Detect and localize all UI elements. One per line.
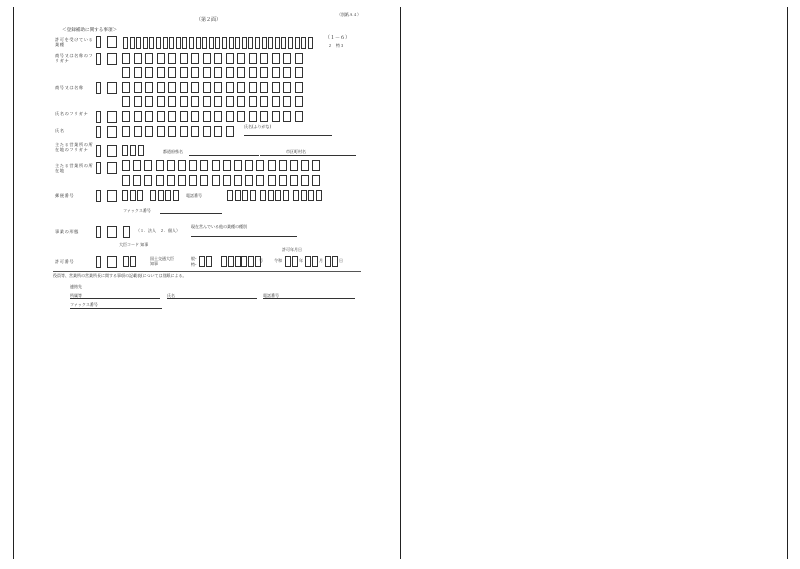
trade-kana-box[interactable] — [180, 67, 188, 78]
trade-name-box[interactable] — [122, 82, 130, 93]
phone-box[interactable] — [316, 190, 322, 201]
permit-type-box[interactable] — [268, 37, 273, 49]
month-box[interactable] — [305, 256, 311, 267]
code-box[interactable] — [107, 126, 117, 138]
trade-kana-box[interactable] — [237, 53, 245, 64]
office-addr-box[interactable] — [122, 160, 130, 171]
business-note-line[interactable] — [191, 236, 297, 237]
office-addr-box[interactable] — [256, 160, 264, 171]
trade-name-box[interactable] — [203, 96, 211, 107]
permit-type-box[interactable] — [149, 37, 154, 49]
trade-kana-box[interactable] — [260, 53, 268, 64]
rep-kana-box[interactable] — [283, 111, 291, 122]
office-kana-label: 主たる営業所の所在地のフリガナ — [55, 142, 94, 152]
office-addr-box[interactable] — [189, 160, 197, 171]
office-addr-box[interactable] — [312, 160, 320, 171]
flag-box[interactable] — [96, 53, 101, 65]
rep-name-box[interactable] — [145, 126, 153, 137]
code-box[interactable] — [107, 82, 117, 94]
office-addr-box[interactable] — [167, 175, 175, 186]
day-label: 日 — [339, 258, 343, 263]
office-addr-box[interactable] — [312, 175, 320, 186]
rep-name-box[interactable] — [191, 126, 199, 137]
phone-box[interactable] — [268, 190, 274, 201]
trade-kana-box[interactable] — [122, 67, 130, 78]
trade-name-label: 商号又は名称 — [55, 85, 84, 90]
trade-name-box[interactable] — [168, 82, 176, 93]
permit-type-box[interactable] — [215, 37, 220, 49]
office-addr-box[interactable] — [144, 175, 152, 186]
trade-kana-box[interactable] — [260, 67, 268, 78]
trade-name-box[interactable] — [283, 82, 291, 93]
office-addr-box[interactable] — [200, 160, 208, 171]
office-city-label: 市区町村名 — [286, 149, 306, 154]
contact-fax-label: ファックス番号 — [70, 302, 98, 307]
code-box[interactable] — [107, 36, 117, 48]
permit-type-box[interactable] — [235, 37, 240, 49]
trade-name-box[interactable] — [283, 96, 291, 107]
rep-kana-box[interactable] — [226, 111, 234, 122]
office-addr-box[interactable] — [268, 160, 276, 171]
office-addr-box[interactable] — [223, 175, 231, 186]
office-pref-label: 都道府県名 — [163, 149, 183, 154]
office-addr-box[interactable] — [301, 175, 309, 186]
office-addr-box[interactable] — [156, 160, 164, 171]
trade-name-box[interactable] — [249, 82, 257, 93]
office-addr-box[interactable] — [245, 175, 253, 186]
trade-name-box[interactable] — [272, 96, 280, 107]
permit-type-box[interactable] — [222, 37, 227, 49]
code-box[interactable] — [107, 162, 117, 174]
flag-box[interactable] — [96, 256, 101, 268]
rep-kana-box[interactable] — [295, 111, 303, 122]
business-type-label: 事業の形態 — [55, 229, 79, 234]
trade-kana-box[interactable] — [157, 53, 165, 64]
trade-kana-label: 商号又は名称のフリガナ — [55, 53, 94, 63]
permit-date-label: 許可年月日 — [282, 247, 302, 252]
admin-code-box[interactable] — [123, 256, 129, 267]
rep-name-label: 氏名 — [55, 128, 65, 133]
office-addr-box[interactable] — [212, 160, 220, 171]
phone-label: 電話番号 — [186, 193, 202, 198]
phone-box[interactable] — [293, 190, 299, 201]
office-addr-box[interactable] — [268, 175, 276, 186]
office-addr-box[interactable] — [122, 175, 130, 186]
permit-label: 許可を受けている業種 — [55, 37, 94, 47]
trade-kana-box[interactable] — [134, 67, 142, 78]
flag-box[interactable] — [96, 126, 101, 138]
trade-name-box[interactable] — [226, 82, 234, 93]
rep-kana-box[interactable] — [203, 111, 211, 122]
permit-type-box[interactable] — [182, 37, 187, 49]
permit-type-box[interactable] — [169, 37, 174, 49]
flag-box[interactable] — [96, 145, 101, 157]
permit-type-box[interactable] — [295, 37, 300, 49]
trade-kana-box[interactable] — [214, 67, 222, 78]
rep-kana-box[interactable] — [134, 111, 142, 122]
permit-type-box[interactable] — [301, 37, 306, 49]
permit-kind-box[interactable] — [199, 256, 205, 267]
zip-box[interactable] — [158, 190, 164, 201]
trade-kana-box[interactable] — [272, 53, 280, 64]
office-addr-box[interactable] — [200, 175, 208, 186]
office-addr-box[interactable] — [290, 160, 298, 171]
trade-kana-box[interactable] — [283, 67, 291, 78]
trade-kana-box[interactable] — [191, 53, 199, 64]
rep-kana-box[interactable] — [180, 111, 188, 122]
rep-kana-box[interactable] — [260, 111, 268, 122]
phone-box[interactable] — [308, 190, 314, 201]
flag-box[interactable] — [96, 190, 101, 202]
trade-name-box[interactable] — [203, 82, 211, 93]
permit-type-box[interactable] — [275, 37, 280, 49]
trade-kana-box[interactable] — [157, 67, 165, 78]
rep-kana-box[interactable] — [122, 111, 130, 122]
office-addr-box[interactable] — [144, 160, 152, 171]
trade-kana-box[interactable] — [122, 53, 130, 64]
permit-type-box[interactable] — [156, 37, 161, 49]
rep-name-box[interactable] — [157, 126, 165, 137]
permit-sub: ２ 特３ — [328, 43, 344, 48]
rep-kana-box[interactable] — [157, 111, 165, 122]
zip-box[interactable] — [122, 190, 128, 201]
permit-type-box[interactable] — [136, 37, 141, 49]
rep-kana-box[interactable] — [272, 111, 280, 122]
office-addr-box[interactable] — [167, 160, 175, 171]
office-addr-box[interactable] — [223, 160, 231, 171]
permit-type-box[interactable] — [308, 37, 313, 49]
trade-name-box[interactable] — [272, 82, 280, 93]
permit-no-box[interactable] — [221, 256, 227, 267]
office-addr-box[interactable] — [133, 160, 141, 171]
trade-kana-box[interactable] — [203, 53, 211, 64]
phone-box[interactable] — [260, 190, 266, 201]
note-line: 役員等、営業所の営業所長に関する事項の記載表(については別紙による。 — [53, 273, 187, 278]
trade-name-box[interactable] — [260, 96, 268, 107]
permit-type-box[interactable] — [123, 37, 128, 49]
trade-kana-box[interactable] — [145, 53, 153, 64]
contact-name-label: 氏名 — [167, 293, 175, 298]
trade-kana-box[interactable] — [249, 53, 257, 64]
trade-kana-box[interactable] — [168, 53, 176, 64]
office-addr-label: 主たる営業所の所在地 — [55, 163, 94, 173]
trade-kana-box[interactable] — [295, 53, 303, 64]
code-box[interactable] — [107, 226, 117, 238]
trade-name-box[interactable] — [249, 96, 257, 107]
permit-type-box[interactable] — [248, 37, 253, 49]
zip-label: 郵便番号 — [55, 193, 75, 198]
rep-name-box[interactable] — [134, 126, 142, 137]
trade-name-box[interactable] — [157, 82, 165, 93]
zip-box[interactable] — [130, 190, 136, 201]
zip-box[interactable] — [150, 190, 156, 201]
page-label: （第２面） — [196, 17, 222, 23]
trade-name-box[interactable] — [191, 96, 199, 107]
permit-kind-box[interactable] — [206, 256, 212, 267]
rep-name-line[interactable] — [244, 135, 332, 136]
permit-type-box[interactable] — [202, 37, 207, 49]
rep-name-box[interactable] — [226, 126, 234, 137]
era-label: 令和 — [274, 258, 282, 263]
code-box[interactable] — [107, 145, 117, 157]
rep-kana-box[interactable] — [249, 111, 257, 122]
office-addr-box[interactable] — [256, 175, 264, 186]
permit-type-box[interactable] — [255, 37, 260, 49]
phone-box[interactable] — [275, 190, 281, 201]
code-box[interactable] — [107, 190, 117, 202]
trade-name-box[interactable] — [260, 82, 268, 93]
code-box[interactable] — [107, 53, 117, 65]
trade-name-box[interactable] — [122, 96, 130, 107]
trade-name-box[interactable] — [295, 82, 303, 93]
permit-type-box[interactable] — [242, 37, 247, 49]
office-addr-box[interactable] — [133, 175, 141, 186]
contact-phone-label: 電話番号 — [263, 293, 279, 298]
business-note: 現在営んでいる他の業種の種別 — [191, 224, 247, 229]
office-addr-box[interactable] — [189, 175, 197, 186]
office-addr-box[interactable] — [234, 160, 242, 171]
phone-box[interactable] — [283, 190, 289, 201]
trade-name-box[interactable] — [295, 96, 303, 107]
admin-code-label: 大臣コード 知事 — [119, 242, 149, 247]
rep-name-box[interactable] — [168, 126, 176, 137]
office-addr-box[interactable] — [156, 175, 164, 186]
permit-type-box[interactable] — [209, 37, 214, 49]
flag-box[interactable] — [96, 162, 101, 174]
trade-kana-box[interactable] — [237, 67, 245, 78]
month-label: 月 — [319, 258, 323, 263]
month-box[interactable] — [312, 256, 318, 267]
trade-name-box[interactable] — [180, 82, 188, 93]
trade-kana-box[interactable] — [249, 67, 257, 78]
trade-kana-box[interactable] — [168, 67, 176, 78]
rep-name-box[interactable] — [122, 126, 130, 137]
year-box[interactable] — [292, 256, 298, 267]
rep-name-box[interactable] — [214, 126, 222, 137]
trade-name-box[interactable] — [157, 96, 165, 107]
permit-no-box[interactable] — [235, 256, 241, 267]
form-id: （別紙Ａ４） — [337, 12, 361, 17]
rep-kana-box[interactable] — [214, 111, 222, 122]
trade-kana-box[interactable] — [283, 53, 291, 64]
permit-no-label: 許可番号 — [55, 259, 75, 264]
permit-no-box[interactable] — [248, 256, 254, 267]
trade-name-box[interactable] — [226, 96, 234, 107]
contact-dept-line[interactable] — [70, 298, 160, 299]
rep-kana-label: 氏名のフリガナ — [55, 111, 89, 116]
flag-box[interactable] — [96, 82, 101, 94]
flag-box[interactable] — [96, 226, 101, 238]
zip-box[interactable] — [137, 190, 143, 201]
trade-name-box[interactable] — [134, 82, 142, 93]
trade-kana-box[interactable] — [191, 67, 199, 78]
phone-box[interactable] — [242, 190, 248, 201]
rep-kana-box[interactable] — [145, 111, 153, 122]
phone-box[interactable] — [301, 190, 307, 201]
zip-box[interactable] — [165, 190, 171, 201]
business-opt: （１．法人 ２．個人） — [136, 228, 180, 233]
phone-box[interactable] — [250, 190, 256, 201]
code-box[interactable] — [107, 256, 117, 268]
minister-label: 国土交通大臣 知事 — [150, 256, 174, 266]
permit-kind-a: 般- — [191, 256, 197, 261]
permit-no-box[interactable] — [228, 256, 234, 267]
office-addr-box[interactable] — [212, 175, 220, 186]
year-label: 年 — [299, 258, 303, 263]
trade-kana-box[interactable] — [145, 67, 153, 78]
day-box[interactable] — [332, 256, 338, 267]
rep-name-box[interactable] — [203, 126, 211, 137]
contact-dept-label: 所属等 — [70, 293, 82, 298]
contact-title: 連絡先 — [70, 284, 82, 289]
rep-kana-box[interactable] — [237, 111, 245, 122]
office-addr-box[interactable] — [279, 160, 287, 171]
trade-name-box[interactable] — [214, 82, 222, 93]
permit-no-suffix: 号 — [259, 258, 263, 263]
zip-box[interactable] — [173, 190, 179, 201]
permit-type-box[interactable] — [176, 37, 181, 49]
fax-line[interactable] — [160, 213, 222, 214]
contact-name-line[interactable] — [167, 298, 257, 299]
trade-kana-box[interactable] — [272, 67, 280, 78]
contact-fax-line[interactable] — [70, 308, 162, 309]
office-addr-box[interactable] — [301, 160, 309, 171]
rep-kana-box[interactable] — [168, 111, 176, 122]
trade-kana-box[interactable] — [180, 53, 188, 64]
office-pref-box[interactable] — [130, 145, 136, 156]
flag-box[interactable] — [96, 111, 101, 123]
permit-type-box[interactable] — [281, 37, 286, 49]
permit-type-box[interactable] — [288, 37, 293, 49]
permit-type-box[interactable] — [130, 37, 135, 49]
trade-kana-box[interactable] — [226, 53, 234, 64]
rep-name-box[interactable] — [180, 126, 188, 137]
trade-name-box[interactable] — [180, 96, 188, 107]
office-city-line[interactable] — [260, 155, 356, 156]
right-page — [400, 7, 788, 559]
permit-range: （１－６） — [325, 35, 351, 41]
trade-name-box[interactable] — [134, 96, 142, 107]
trade-kana-box[interactable] — [295, 67, 303, 78]
trade-name-box[interactable] — [145, 82, 153, 93]
trade-name-box[interactable] — [145, 96, 153, 107]
permit-type-box[interactable] — [196, 37, 201, 49]
code-box[interactable] — [107, 111, 117, 123]
trade-name-box[interactable] — [237, 96, 245, 107]
trade-name-box[interactable] — [191, 82, 199, 93]
office-addr-box[interactable] — [234, 175, 242, 186]
office-pref-line[interactable] — [189, 155, 259, 156]
divider — [53, 271, 361, 272]
office-addr-box[interactable] — [245, 160, 253, 171]
day-box[interactable] — [325, 256, 331, 267]
business-type-box[interactable] — [123, 226, 130, 238]
rep-kana-box[interactable] — [191, 111, 199, 122]
phone-box[interactable] — [227, 190, 233, 201]
office-addr-box[interactable] — [279, 175, 287, 186]
rep-hint: 氏名(ふりがな) — [244, 124, 272, 129]
office-addr-box[interactable] — [178, 160, 186, 171]
flag-box[interactable] — [96, 36, 101, 48]
fax-label: ファックス番号 — [123, 208, 151, 213]
permit-kind-b: 特- — [191, 262, 197, 267]
trade-kana-box[interactable] — [226, 67, 234, 78]
permit-type-box[interactable] — [229, 37, 234, 49]
trade-name-box[interactable] — [237, 82, 245, 93]
trade-kana-box[interactable] — [214, 53, 222, 64]
phone-box[interactable] — [235, 190, 241, 201]
trade-name-box[interactable] — [168, 96, 176, 107]
office-pref-box[interactable] — [122, 145, 128, 156]
office-pref-box[interactable] — [138, 145, 144, 156]
permit-no-box[interactable] — [241, 256, 247, 267]
trade-kana-box[interactable] — [134, 53, 142, 64]
year-box[interactable] — [285, 256, 291, 267]
permit-type-box[interactable] — [143, 37, 148, 49]
permit-type-box[interactable] — [163, 37, 168, 49]
section-title: ＜登録補助に関する事項＞ — [62, 28, 118, 33]
contact-phone-line[interactable] — [263, 298, 355, 299]
trade-kana-box[interactable] — [203, 67, 211, 78]
admin-code-box[interactable] — [130, 256, 136, 267]
office-addr-box[interactable] — [178, 175, 186, 186]
permit-type-box[interactable] — [189, 37, 194, 49]
office-addr-box[interactable] — [290, 175, 298, 186]
permit-type-box[interactable] — [262, 37, 267, 49]
trade-name-box[interactable] — [214, 96, 222, 107]
